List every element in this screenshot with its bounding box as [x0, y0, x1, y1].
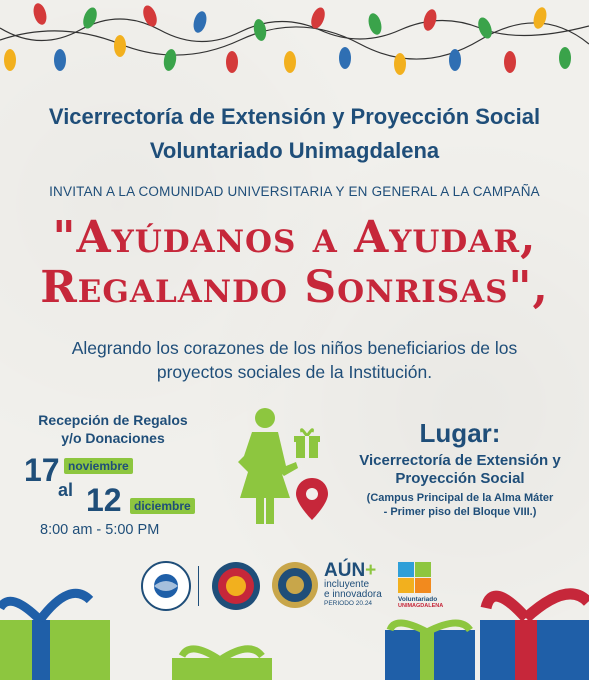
end-day: 12: [86, 482, 122, 518]
start-day: 17: [24, 452, 60, 488]
aun-innovative: e innovadora: [324, 589, 382, 600]
light-bulbs: [4, 2, 571, 75]
invitation-text: INVITAN A LA COMUNIDAD UNIVERSITARIA Y EN GENERAL A LA CAMPAÑA: [49, 184, 540, 199]
campaign-title-line2: Regalando Sonrisas",: [40, 262, 549, 313]
date-connector: al: [58, 480, 74, 500]
aun-period: PERIODO 20.24: [324, 600, 373, 607]
organizer-line2: Voluntariado Unimagdalena: [149, 138, 440, 163]
start-month: noviembre: [64, 458, 133, 474]
aun-plus: +: [365, 560, 377, 581]
volunteer-logo-text1: Voluntariado: [398, 596, 438, 603]
gift-box-right-red: [480, 594, 589, 680]
gift-boxes: [0, 560, 589, 680]
location-title: Lugar:: [419, 418, 501, 448]
location-line2: Proyección Social: [395, 470, 525, 487]
christmas-lights: [0, 0, 589, 100]
aun-word: AÚN: [324, 560, 366, 581]
location-detail1: (Campus Principal de la Alma Máter: [366, 492, 554, 504]
aun-inclusive: incluyente: [324, 579, 370, 590]
location-pin-icon: [296, 478, 328, 520]
campaign-title-line1: "Ayúdanos a Ayudar,: [52, 212, 537, 263]
organizer-line1: Vicerrectoría de Extensión y Proyección Social: [48, 104, 541, 129]
description-line1: Alegrando los corazones de los niños beneficiarios de los: [71, 338, 518, 358]
location-line1: Vicerrectoría de Extensión y: [359, 452, 561, 469]
gift-box-right-blue: [385, 623, 475, 680]
woman-with-gift-icon: [230, 406, 340, 526]
reception-hours: 8:00 am - 5:00 PM: [40, 522, 160, 538]
gift-box-center: [172, 649, 272, 680]
volunteer-logo-text2: UNIMAGDALENA: [398, 603, 444, 609]
location-detail2: - Primer piso del Bloque VIII.): [383, 506, 537, 518]
description-line2: proyectos sociales de la Institución.: [156, 362, 433, 382]
reception-label2: y/o Donaciones: [61, 430, 165, 446]
end-month: diciembre: [130, 498, 195, 514]
reception-label1: Recepción de Regalos: [38, 412, 188, 428]
gift-box-left: [0, 593, 110, 680]
